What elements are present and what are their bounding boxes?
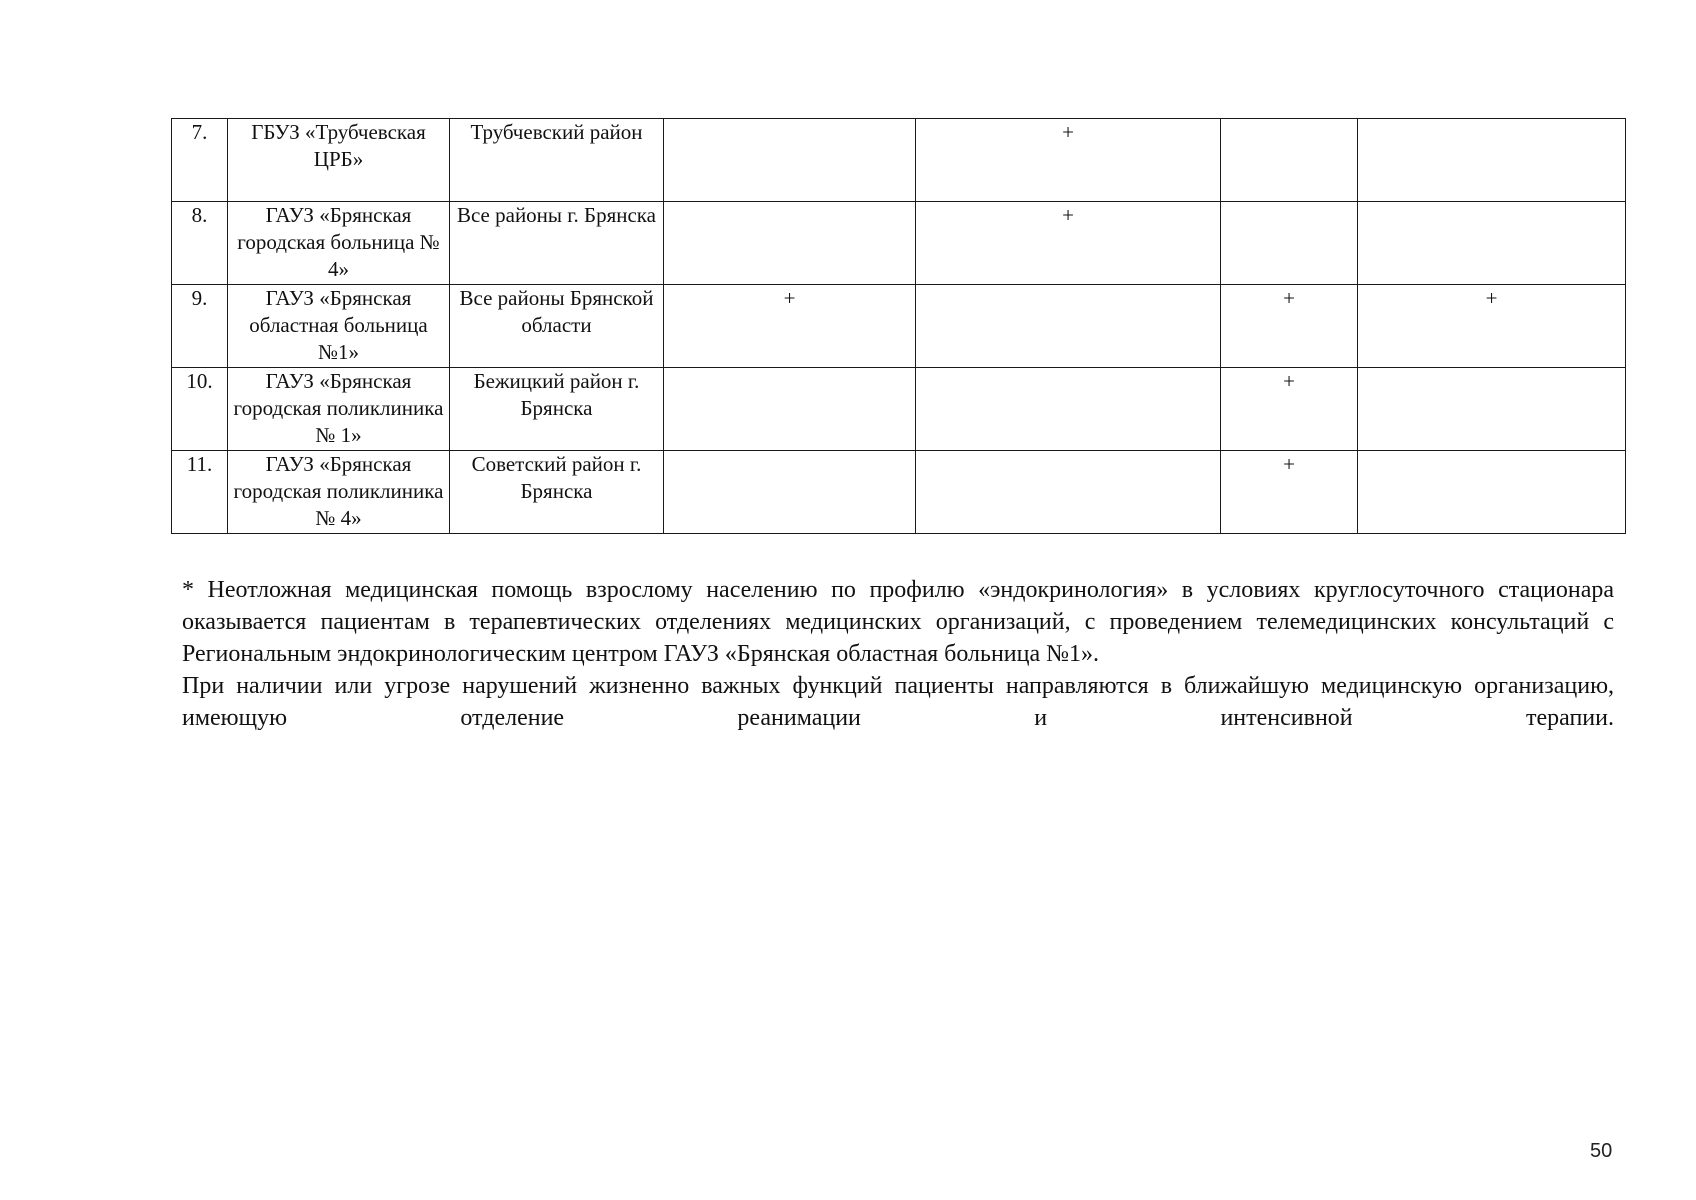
district-name: Трубчевский район bbox=[450, 119, 664, 202]
medical-organizations-table bbox=[171, 118, 1626, 534]
district-name: Советский район г. Брянска bbox=[450, 451, 664, 534]
mark-cell: + bbox=[1221, 451, 1358, 534]
table-row bbox=[172, 451, 1626, 534]
mark-cell bbox=[664, 202, 916, 285]
mark-cell bbox=[1221, 119, 1358, 202]
mark-cell bbox=[1358, 202, 1626, 285]
row-number: 9. bbox=[172, 285, 228, 368]
row-number: 8. bbox=[172, 202, 228, 285]
organization-name: ГАУЗ «Брянская городская поликлиника № 4» bbox=[228, 451, 450, 534]
table-row bbox=[172, 119, 1626, 202]
organization-name: ГБУЗ «Трубчевская ЦРБ» bbox=[228, 119, 450, 202]
footnote bbox=[182, 574, 1614, 734]
mark-cell bbox=[916, 285, 1221, 368]
mark-cell: + bbox=[1221, 285, 1358, 368]
table-row bbox=[172, 202, 1626, 285]
mark-cell bbox=[664, 119, 916, 202]
organization-name: ГАУЗ «Брянская городская поликлиника № 1» bbox=[228, 368, 450, 451]
district-name: Бежицкий район г. Брянска bbox=[450, 368, 664, 451]
mark-cell bbox=[1358, 451, 1626, 534]
mark-cell bbox=[1221, 202, 1358, 285]
mark-cell bbox=[664, 368, 916, 451]
mark-cell bbox=[916, 368, 1221, 451]
mark-cell bbox=[1358, 368, 1626, 451]
table-row bbox=[172, 285, 1626, 368]
mark-cell: + bbox=[664, 285, 916, 368]
mark-cell bbox=[916, 451, 1221, 534]
row-number: 10. bbox=[172, 368, 228, 451]
row-number: 7. bbox=[172, 119, 228, 202]
mark-cell: + bbox=[1358, 285, 1626, 368]
table-row bbox=[172, 368, 1626, 451]
organization-name: ГАУЗ «Брянская городская больница № 4» bbox=[228, 202, 450, 285]
organization-name: ГАУЗ «Брянская областная больница №1» bbox=[228, 285, 450, 368]
mark-cell: + bbox=[916, 202, 1221, 285]
page-number: 50 bbox=[1590, 1140, 1613, 1162]
district-name: Все районы Брянской области bbox=[450, 285, 664, 368]
district-name: Все районы г. Брянска bbox=[450, 202, 664, 285]
footnote-paragraph: При наличии или угрозе нарушений жизненно важных функций пациенты направляются в ближайшую медицинскую организацию, имеющую отделение реанимации и интенсивной терапии. bbox=[182, 673, 1614, 731]
mark-cell: + bbox=[916, 119, 1221, 202]
footnote-paragraph: * Неотложная медицинская помощь взрослому населению по профилю «эндокринология» в условиях круглосуточного стационара оказывается пациентам в терапевтических отделениях медицинских организаций, с проведением телемедицинских консультаций с Региональным эндокринологическим центром ГАУЗ «Брянская областная больница №1». bbox=[182, 577, 1614, 667]
mark-cell bbox=[1358, 119, 1626, 202]
mark-cell: + bbox=[1221, 368, 1358, 451]
mark-cell bbox=[664, 451, 916, 534]
row-number: 11. bbox=[172, 451, 228, 534]
